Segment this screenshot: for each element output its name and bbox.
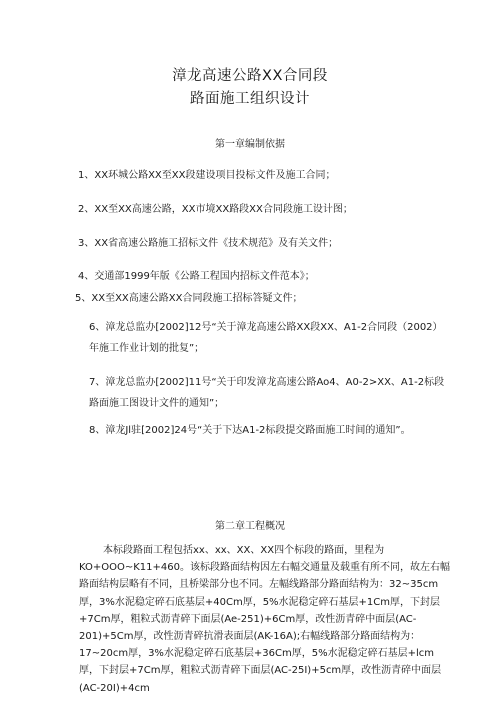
basis-item-5: 5、XX至XX高速公路XX合同段施工招标答疑文件； — [75, 293, 303, 304]
project-overview-text: 本标段路面工程包括xx、xx、XX、XX四个标段的路面，里程为KO+OOO~K11+460。该标段路面结构因左右幅交通量及载重有所不同，故左右幅路面结构层略有不同，且桥梁部分也不同。左幅线路部分路面结构为：32~35cm厚，3%水泥稳定碎石底基层+40Cm厚，5%水泥稳定碎石基层+1Cm厚，下封层+7Cm厚，粗粒式沥青碎下面层(Ae-251)+6Cm厚，改性沥青碎中面层(AC-201)+5Cm厚，改性沥青碎抗滑表面层(AK-16A);右幅线路部分路面结构为：17~20cm厚，3%水泥稳定碎石底基层+36Cm厚，5%水泥稳定碎石基层+lcm厚，下封层+7Cm厚，粗粒式沥青碎下面层(AC-25I)+5cm厚，改性沥青碎中面层(AC-20I)+4cm — [79, 545, 451, 694]
document-title: 漳龙高速公路XX合同段 — [172, 68, 328, 84]
basis-item-6: 6、漳龙总监办[2002]12号“关于漳龙高速公路XX段XX、A1-2合同段（2002）年施工作业计划的批复”； — [89, 322, 443, 354]
basis-item-8: 8、漳龙Jl驻[2002]24号“关于下达A1-2标段提交路面施工时间的通知”。 — [89, 425, 411, 436]
basis-item-3: 3、XX省高速公路施工招标文件《技术规范》及有关文件； — [78, 238, 339, 249]
basis-item-1: 1、XX环城公路XX至XX段建设项目投标文件及施工合同； — [78, 170, 336, 181]
basis-item-2: 2、XX至XX高速公路，XX市境XX路段XX合同段施工设计图； — [78, 204, 353, 215]
chapter-2-heading: 第二章工程概况 — [215, 521, 285, 532]
chapter-1-heading: 第一章编制依据 — [215, 139, 285, 150]
project-overview-paragraph — [79, 542, 451, 697]
basis-item-4: 4、交通部1999年版《公路工程国内招标文件范本》； — [78, 271, 315, 282]
document-subtitle: 路面施工组织设计 — [190, 91, 310, 107]
basis-item-7: 7、漳龙总监办[2002]11号“关于印发漳龙高速公路Ao4、A0-2>XX、A1-2标段路面施工图设计文件的通知”； — [89, 377, 445, 409]
